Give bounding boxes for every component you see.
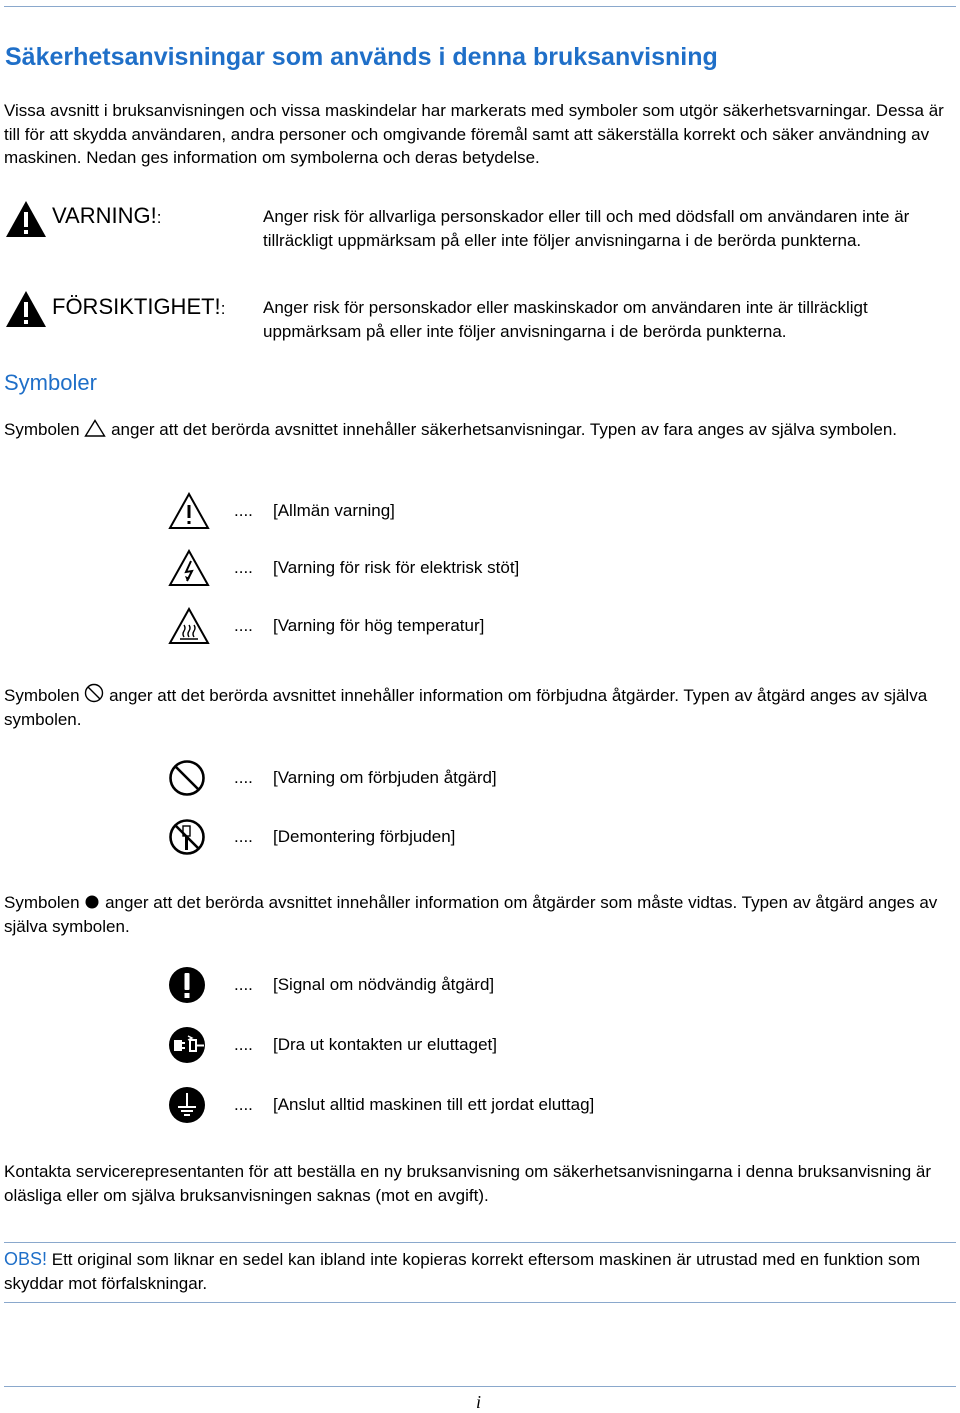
filled-circle-icon bbox=[84, 894, 100, 910]
required-symbol-paragraph: Symbolen anger att det berörda avsnittet innehåller information om åtgärder som måste vidtas. Typen av åtgärd anges av själva symbolen. bbox=[4, 893, 938, 936]
symbol-dots: .... bbox=[234, 558, 253, 577]
note-bottom-rule bbox=[4, 1302, 956, 1303]
disassembly-prohibited-icon bbox=[168, 818, 208, 858]
symbol-dots: .... bbox=[234, 501, 253, 520]
symbol-dots: .... bbox=[234, 1095, 253, 1114]
symbols-heading: Symboler bbox=[4, 370, 97, 395]
caution-label: FÖRSIKTIGHET!: bbox=[52, 294, 226, 319]
warning-label: VARNING!: bbox=[52, 203, 162, 228]
note-paragraph bbox=[4, 1248, 949, 1295]
symbol-label: [Dra ut kontakten ur eluttaget] bbox=[273, 1035, 497, 1054]
prohibited-action-icon bbox=[168, 759, 208, 799]
symbol-dots: .... bbox=[234, 616, 253, 635]
symbol-dots: .... bbox=[234, 1035, 253, 1054]
electric-shock-warning-icon bbox=[168, 549, 210, 587]
warning-description: Anger risk för allvarliga personskador eller till och med dödsfall om användaren inte är tillräckligt uppmärksam på eller inte följer anvisningarna i de berörda punkterna. bbox=[263, 207, 910, 250]
required-action-icon bbox=[168, 966, 208, 1006]
page-title: Säkerhetsanvisningar som används i denna bruksanvisning bbox=[5, 43, 718, 71]
ground-connection-icon bbox=[168, 1086, 208, 1126]
top-rule bbox=[4, 6, 956, 7]
note-label: OBS! bbox=[4, 1249, 48, 1269]
symbol-dots: .... bbox=[234, 827, 253, 846]
symbol-dots: .... bbox=[234, 975, 253, 994]
page-number: i bbox=[476, 1392, 482, 1412]
symbol-dots: .... bbox=[234, 768, 253, 787]
symbol-label: [Anslut alltid maskinen till ett jordat eluttag] bbox=[273, 1095, 595, 1114]
symbol-label: [Allmän varning] bbox=[273, 501, 395, 520]
triangle-outline-icon bbox=[84, 419, 106, 437]
symbol-label: [Demontering förbjuden] bbox=[273, 827, 456, 846]
note-top-rule bbox=[4, 1242, 956, 1243]
caution-triangle-icon bbox=[5, 290, 47, 328]
prohibited-symbol-paragraph: Symbolen anger att det berörda avsnittet innehåller information om förbjudna åtgärder. Typen av åtgärd anges av själva symbolen. bbox=[4, 683, 949, 731]
caution-description: Anger risk för personskador eller maskinskador om användaren inte är tillräckligt uppmärksam på eller inte följer anvisningarna i de berörda punkterna. bbox=[263, 298, 868, 341]
symbol-label: [Signal om nödvändig åtgärd] bbox=[273, 975, 495, 994]
high-temperature-warning-icon bbox=[168, 607, 210, 645]
warning-triangle-icon bbox=[5, 200, 47, 238]
footer-rule bbox=[4, 1386, 956, 1387]
general-warning-icon bbox=[168, 492, 210, 530]
symbol-label: [Varning för hög temperatur] bbox=[273, 616, 485, 635]
unplug-icon bbox=[168, 1026, 208, 1066]
symbol-label: [Varning om förbjuden åtgärd] bbox=[273, 768, 497, 787]
prohibited-circle-outline-icon bbox=[84, 683, 104, 703]
triangle-symbol-paragraph: Symbolen anger att det berörda avsnittet innehåller säkerhetsanvisningar. Typen av fara anges av själva symbolen. bbox=[4, 420, 898, 439]
note-text: Ett original som liknar en sedel kan ibland inte kopieras korrekt eftersom maskinen är utrustad med en funktion som skyddar mot förfalskningar. bbox=[4, 1250, 921, 1293]
contact-paragraph: Kontakta servicerepresentanten för att beställa en ny bruksanvisning om säkerhetsanvisningarna i denna bruksanvisning är oläsliga eller om själva bruksanvisningen saknas (mot en avgift). bbox=[4, 1162, 932, 1205]
symbol-label: [Varning för risk för elektrisk stöt] bbox=[273, 558, 520, 577]
intro-paragraph: Vissa avsnitt i bruksanvisningen och vissa maskindelar har markerats med symboler som utgör säkerhetsvarningar. Dessa är till för att skydda användaren, andra personer och omgivande föremål samt att säkerställa korrekt och säker användning av maskinen. Nedan ges information om symbolerna och deras betydelse. bbox=[4, 101, 944, 167]
